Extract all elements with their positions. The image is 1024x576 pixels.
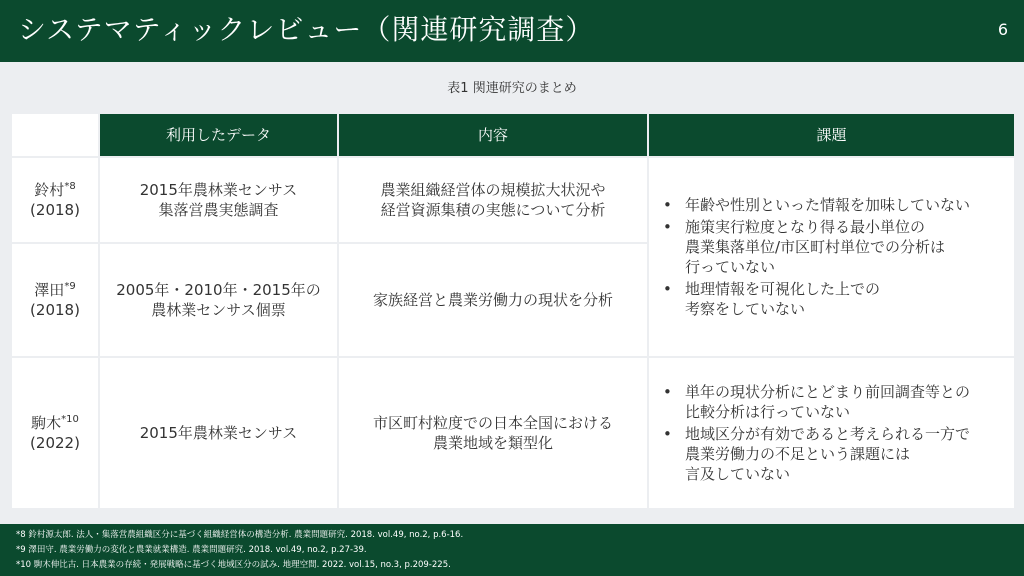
author-year: (2018) — [30, 301, 80, 319]
author-cell — [11, 243, 99, 357]
related-work-table — [10, 112, 1016, 510]
reference-mark: *8 — [64, 181, 76, 192]
header-data-used: 利用したデータ — [99, 113, 338, 157]
author-year: (2022) — [30, 434, 80, 452]
slide-header — [0, 0, 1024, 62]
data-used-cell: 2015年農林業センサス 集落営農実態調査 — [99, 157, 338, 243]
content-cell: 農業組織経営体の規模拡大状況や 経営資源集積の実態について分析 — [338, 157, 648, 243]
header-issues: 課題 — [648, 113, 1015, 157]
reference-mark: *9 — [64, 281, 76, 292]
slide-title: システマティックレビュー（関連研究調査） — [18, 13, 595, 46]
issues-cell — [648, 157, 1015, 357]
author-name-line — [18, 180, 92, 200]
issue-item: • 年齢や性別といった情報を加味していない — [659, 195, 1006, 215]
table-row — [11, 157, 1015, 243]
table-header-row — [11, 113, 1015, 157]
page-number: 6 — [997, 20, 1008, 39]
issues-cell — [648, 357, 1015, 509]
author-name-line — [18, 413, 92, 433]
data-used-cell: 2005年・2010年・2015年の 農林業センサス個票 — [99, 243, 338, 357]
footnote: *9 澤田守. 農業労働力の変化と農業就業構造. 農業問題研究. 2018. vol.49, no.2, p.27-39. — [16, 545, 367, 555]
author-year: (2018) — [30, 201, 80, 219]
footnotes-bar — [0, 524, 1024, 576]
content-cell: 市区町村粒度での日本全国における 農業地域を類型化 — [338, 357, 648, 509]
author-name: 駒木 — [31, 414, 62, 432]
issue-item: • 単年の現状分析にとどまり前回調査等との 比較分析は行っていない — [659, 382, 1006, 422]
author-name: 鈴村 — [34, 181, 65, 199]
issue-item: • 施策実行粒度となり得る最小単位の 農業集落単位/市区町村単位での分析は 行っていない — [659, 217, 1006, 277]
header-corner-cell — [11, 113, 99, 157]
header-content: 内容 — [338, 113, 648, 157]
footnote: *8 鈴村源太郎. 法人・集落営農組織区分に基づく組織経営体の構造分析. 農業問題研究. 2018. vol.49, no.2, p.6-16. — [16, 530, 464, 540]
author-cell — [11, 357, 99, 509]
footnote: *10 駒木伸比古. 日本農業の存続・発展戦略に基づく地域区分の試み. 地理空間. 2022. vol.15, no.3, p.209-225. — [16, 560, 451, 570]
issue-item: • 地域区分が有効であると考えられる一方で 農業労働力の不足という課題には 言及していない — [659, 424, 1006, 484]
table-caption: 表1 関連研究のまとめ — [447, 81, 577, 96]
reference-mark: *10 — [61, 414, 79, 425]
issue-item: • 地理情報を可視化した上での 考察をしていない — [659, 279, 1006, 319]
table-row — [11, 357, 1015, 509]
data-used-cell: 2015年農林業センサス — [99, 357, 338, 509]
author-cell — [11, 157, 99, 243]
issues-list — [659, 195, 1006, 319]
content-cell: 家族経営と農業労働力の現状を分析 — [338, 243, 648, 357]
issues-list — [659, 382, 1006, 484]
author-name-line — [18, 280, 92, 300]
author-name: 澤田 — [34, 281, 65, 299]
